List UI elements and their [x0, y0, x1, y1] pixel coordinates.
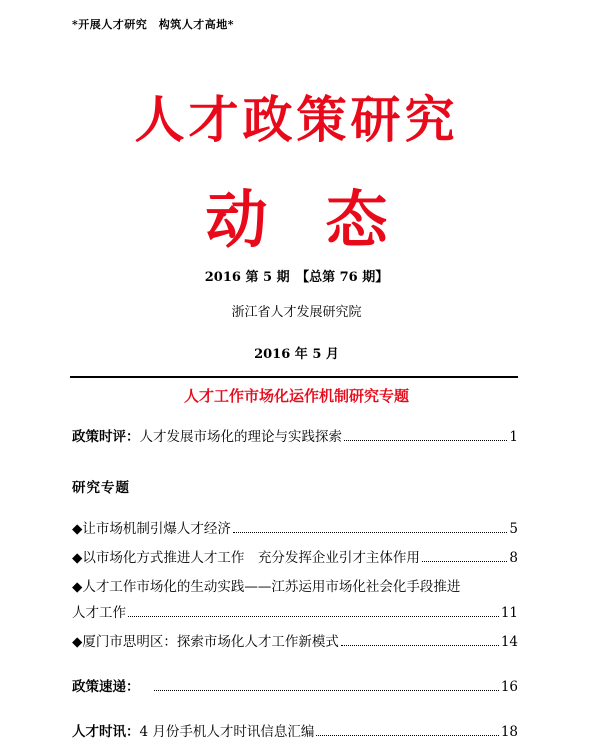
toc-leader-dots [316, 734, 498, 736]
toc-entry[interactable] [72, 546, 518, 566]
toc-page-number: 14 [500, 634, 518, 650]
toc-title: ◆让市场机制引爆人才经济 [72, 521, 231, 537]
toc-page-number: 8 [509, 550, 518, 566]
toc-entry-policy-comment[interactable] [72, 425, 518, 445]
toc-leader-dots [233, 531, 508, 533]
toc-entry[interactable] [72, 630, 518, 650]
issue-number: 2016 第 5 期 【总第 76 期】 [204, 270, 389, 285]
toc-entry[interactable] [72, 601, 518, 621]
toc-page-number: 1 [509, 429, 518, 445]
header-slogan: *开展人才研究 构筑人才高地* [72, 18, 235, 31]
toc-label: 人才时讯： [72, 724, 140, 740]
toc-leader-dots [128, 615, 499, 617]
toc-entry[interactable] [72, 517, 518, 537]
toc-entry-talent-news[interactable] [72, 720, 518, 740]
toc-title-line1[interactable]: ◆人才工作市场化的生动实践——江苏运用市场化社会化手段推进 [72, 579, 461, 595]
toc-title: 人才发展市场化的理论与实践探索 [139, 429, 342, 445]
toc-title: ◆厦门市思明区：探索市场化人才工作新模式 [72, 634, 339, 650]
toc-section-research: 研究专题 [72, 480, 130, 496]
toc-page-number: 11 [500, 605, 518, 621]
masthead-subtitle: 动态 [205, 183, 446, 256]
masthead-title: 人才政策研究 [134, 90, 459, 149]
publication-date: 2016 年 5 月 [254, 347, 339, 362]
toc-leader-dots [341, 644, 499, 646]
toc-page-number: 18 [500, 724, 518, 740]
toc-page-number: 5 [509, 521, 518, 537]
divider-rule [70, 376, 518, 378]
toc-title: 4 月份手机人才时讯信息汇编 [139, 724, 315, 740]
toc-leader-dots [422, 560, 508, 562]
toc-leader-dots [154, 689, 499, 691]
toc-title-line2: 人才工作 [72, 605, 126, 621]
toc-title: ◆以市场化方式推进人才工作 充分发挥企业引才主体作用 [72, 550, 420, 566]
toc-entry-policy-express[interactable] [72, 675, 518, 695]
toc-label: 政策时评： [72, 429, 140, 445]
special-topic-title: 人才工作市场化运作机制研究专题 [183, 387, 409, 405]
toc-page-number: 16 [500, 679, 518, 695]
toc-label: 政策速递： [72, 679, 140, 695]
organization-name: 浙江省人才发展研究院 [231, 305, 362, 320]
toc-leader-dots [344, 439, 507, 441]
